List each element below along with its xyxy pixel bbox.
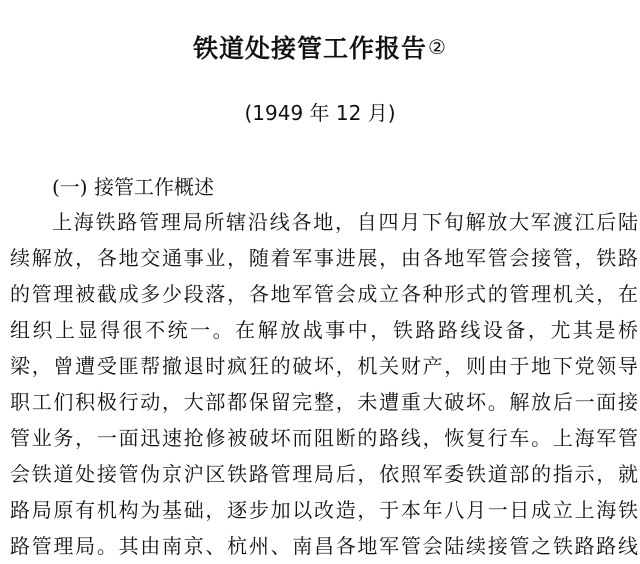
paragraph-line: 的管理被截成多少段落，各地军管会成立各种形式的管理机关，在	[10, 282, 638, 306]
paragraph-line: 路管理局。其由南京、杭州、南昌各地军管会陆续接管之铁路路线	[10, 534, 638, 558]
paragraph-line: 续解放，各地交通事业，随着军事进展，由各地军管会接管，铁路	[10, 246, 638, 270]
paragraph-line: 梁，曾遭受匪帮撤退时疯狂的破坏，机关财产，则由于地下党领导	[10, 354, 638, 378]
paragraph-line: 组织上显得很不统一。在解放战事中，铁路路线设备，尤其是桥	[10, 318, 638, 342]
paragraph-line: 会铁道处接管伪京沪区铁路管理局后，依照军委铁道部的指示，就	[10, 462, 638, 486]
footnote-marker: ②	[428, 35, 447, 59]
paragraph-line: 职工们积极行动，大部都保留完整，未遭重大破坏。解放后一面接	[10, 390, 638, 414]
title-text: 铁道处接管工作报告	[193, 34, 428, 63]
section-heading: (一) 接管工作概述	[52, 175, 214, 199]
paragraph-line: 上海铁路管理局所辖沿线各地，自四月下旬解放大军渡江后陆	[52, 210, 638, 234]
paragraph-line: 路局原有机构为基础，逐步加以改造，于本年八月一日成立上海铁	[10, 498, 638, 522]
report-date: (1949 年 12 月)	[244, 101, 396, 125]
body-paragraph	[10, 204, 638, 564]
page-title	[0, 30, 640, 66]
paragraph-line: 管业务，一面迅速抢修被破坏而阻断的路线，恢复行车。上海军管	[10, 426, 638, 450]
